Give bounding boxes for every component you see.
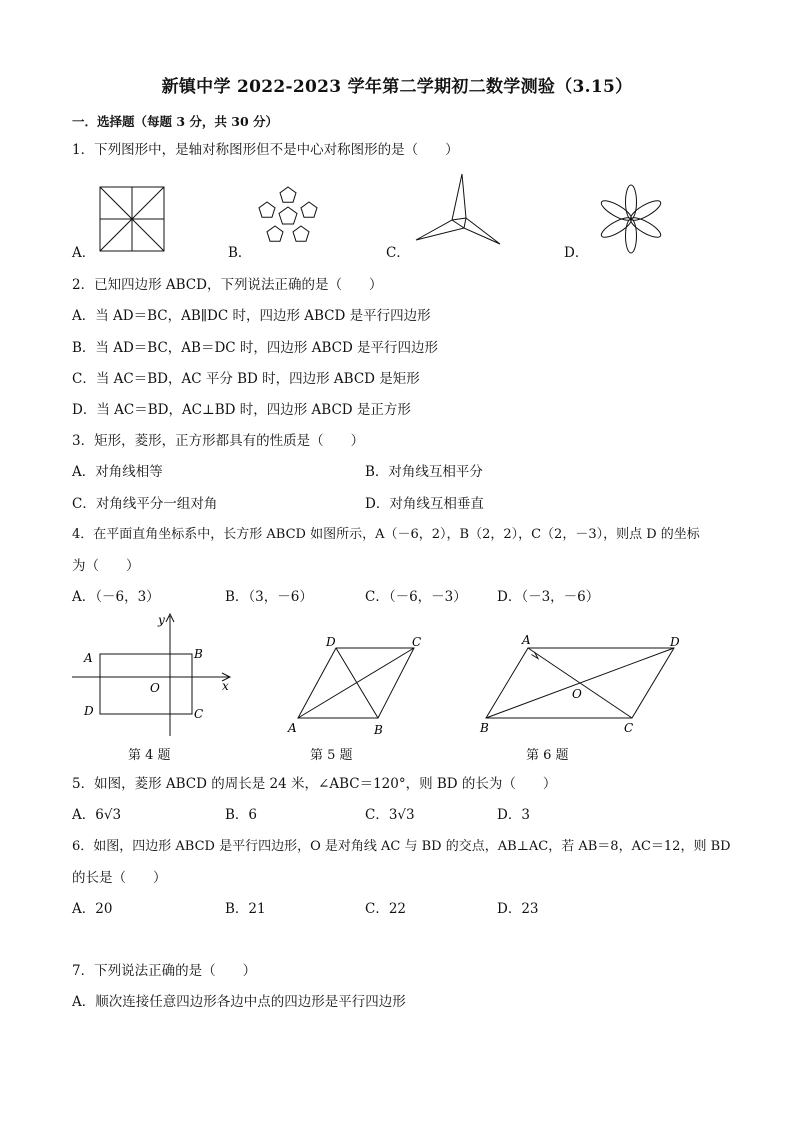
q2-option-a: A．当 AD＝BC，AB∥DC 时，四边形 ABCD 是平行四边形 <box>72 308 431 324</box>
q4-option-b: B．（3，－6） <box>225 589 313 605</box>
fig4-label-y: y <box>158 613 165 627</box>
q6-option-d: D．23 <box>497 901 539 917</box>
q4-option-c: C．（－6，－3） <box>365 589 467 605</box>
fig5-label-c: C <box>412 635 422 649</box>
fig4-label-d: D <box>84 704 94 718</box>
q2-option-c: C．当 AC＝BD，AC 平分 BD 时，四边形 ABCD 是矩形 <box>72 371 420 387</box>
q6-option-b: B．21 <box>225 901 266 917</box>
question-1-stem: 1．下列图形中，是轴对称图形但不是中心对称图形的是（ ） <box>72 142 459 158</box>
page-title: 新镇中学 2022-2023 学年第二学期初二数学测验（3.15） <box>161 77 633 97</box>
fig4-label-c: C <box>194 707 204 721</box>
q3-option-d: D．对角线互相垂直 <box>365 496 484 512</box>
fig6-label-a: A <box>522 633 531 647</box>
q4-option-a: A．（－6，3） <box>72 589 160 605</box>
question-4-stem-line1: 4．在平面直角坐标系中，长方形 ABCD 如图所示，A（－6，2），B（2，2），C（2，－3），则点 D 的坐标 <box>72 527 700 542</box>
q1-option-c-label: C． <box>386 245 410 261</box>
q1-option-b-label: B． <box>228 245 252 261</box>
q2-option-d: D．当 AC＝BD，AC⊥BD 时，四边形 ABCD 是正方形 <box>72 402 411 418</box>
figure-6-caption: 第 6 题 <box>526 748 569 763</box>
q7-option-a: A．顺次连接任意四边形各边中点的四边形是平行四边形 <box>72 994 406 1010</box>
question-6-stem-line1: 6．如图，四边形 ABCD 是平行四边形，O 是对角线 AC 与 BD 的交点，AB⊥AC，若 AB＝8，AC＝12，则 BD <box>72 839 731 854</box>
figure-5-rhombus <box>284 630 434 740</box>
fig4-label-o: O <box>150 681 160 695</box>
six-petal-flower-figure <box>592 184 670 254</box>
pinwheel-figure <box>96 183 168 255</box>
q1-option-a-label: A． <box>72 245 96 261</box>
figure-6-parallelogram <box>476 628 686 740</box>
fig6-label-b: B <box>480 721 489 735</box>
q4-option-d: D．（－3，－6） <box>497 589 600 605</box>
fig6-label-d: D <box>670 635 680 649</box>
three-blade-star-figure <box>412 172 508 248</box>
fig5-label-d: D <box>326 635 336 649</box>
fig5-label-a: A <box>288 721 297 735</box>
q5-option-a: A．6√3 <box>72 807 122 823</box>
fig6-label-o: O <box>572 687 582 701</box>
q2-option-b: B．当 AD＝BC，AB＝DC 时，四边形 ABCD 是平行四边形 <box>72 340 439 356</box>
question-5-stem: 5．如图，菱形 ABCD 的周长是 24 米，∠ABC＝120°，则 BD 的长为（ ） <box>72 776 557 792</box>
question-2-stem: 2．已知四边形 ABCD，下列说法正确的是（ ） <box>72 277 383 293</box>
question-7-stem: 7．下列说法正确的是（ ） <box>72 963 257 979</box>
q5-option-d: D．3 <box>497 807 530 823</box>
fig4-label-a: A <box>84 651 93 665</box>
fig5-label-b: B <box>374 723 383 737</box>
section-heading: 一．选择题（每题 3 分，共 30 分） <box>72 114 279 129</box>
figure-4-caption: 第 4 题 <box>128 748 171 763</box>
q6-option-c: C．22 <box>365 901 407 917</box>
pentagon-flower-figure <box>250 183 326 255</box>
fig4-label-b: B <box>194 647 203 661</box>
question-4-stem-line2: 为（ ） <box>72 558 140 574</box>
q6-option-a: A．20 <box>72 901 113 917</box>
q3-option-c: C．对角线平分一组对角 <box>72 496 218 512</box>
question-3-stem: 3．矩形，菱形，正方形都具有的性质是（ ） <box>72 433 365 449</box>
q1-option-d-label: D． <box>564 245 589 261</box>
q5-option-c: C．3√3 <box>365 807 415 823</box>
fig6-label-c: C <box>624 721 634 735</box>
q3-option-a: A．对角线相等 <box>72 464 163 480</box>
q3-option-b: B．对角线互相平分 <box>365 464 483 480</box>
fig4-label-x: x <box>222 679 229 693</box>
figure-5-caption: 第 5 题 <box>310 748 353 763</box>
q5-option-b: B．6 <box>225 807 258 823</box>
question-6-stem-line2: 的长是（ ） <box>72 870 167 886</box>
figure-4-coordinate-rectangle <box>72 608 242 738</box>
